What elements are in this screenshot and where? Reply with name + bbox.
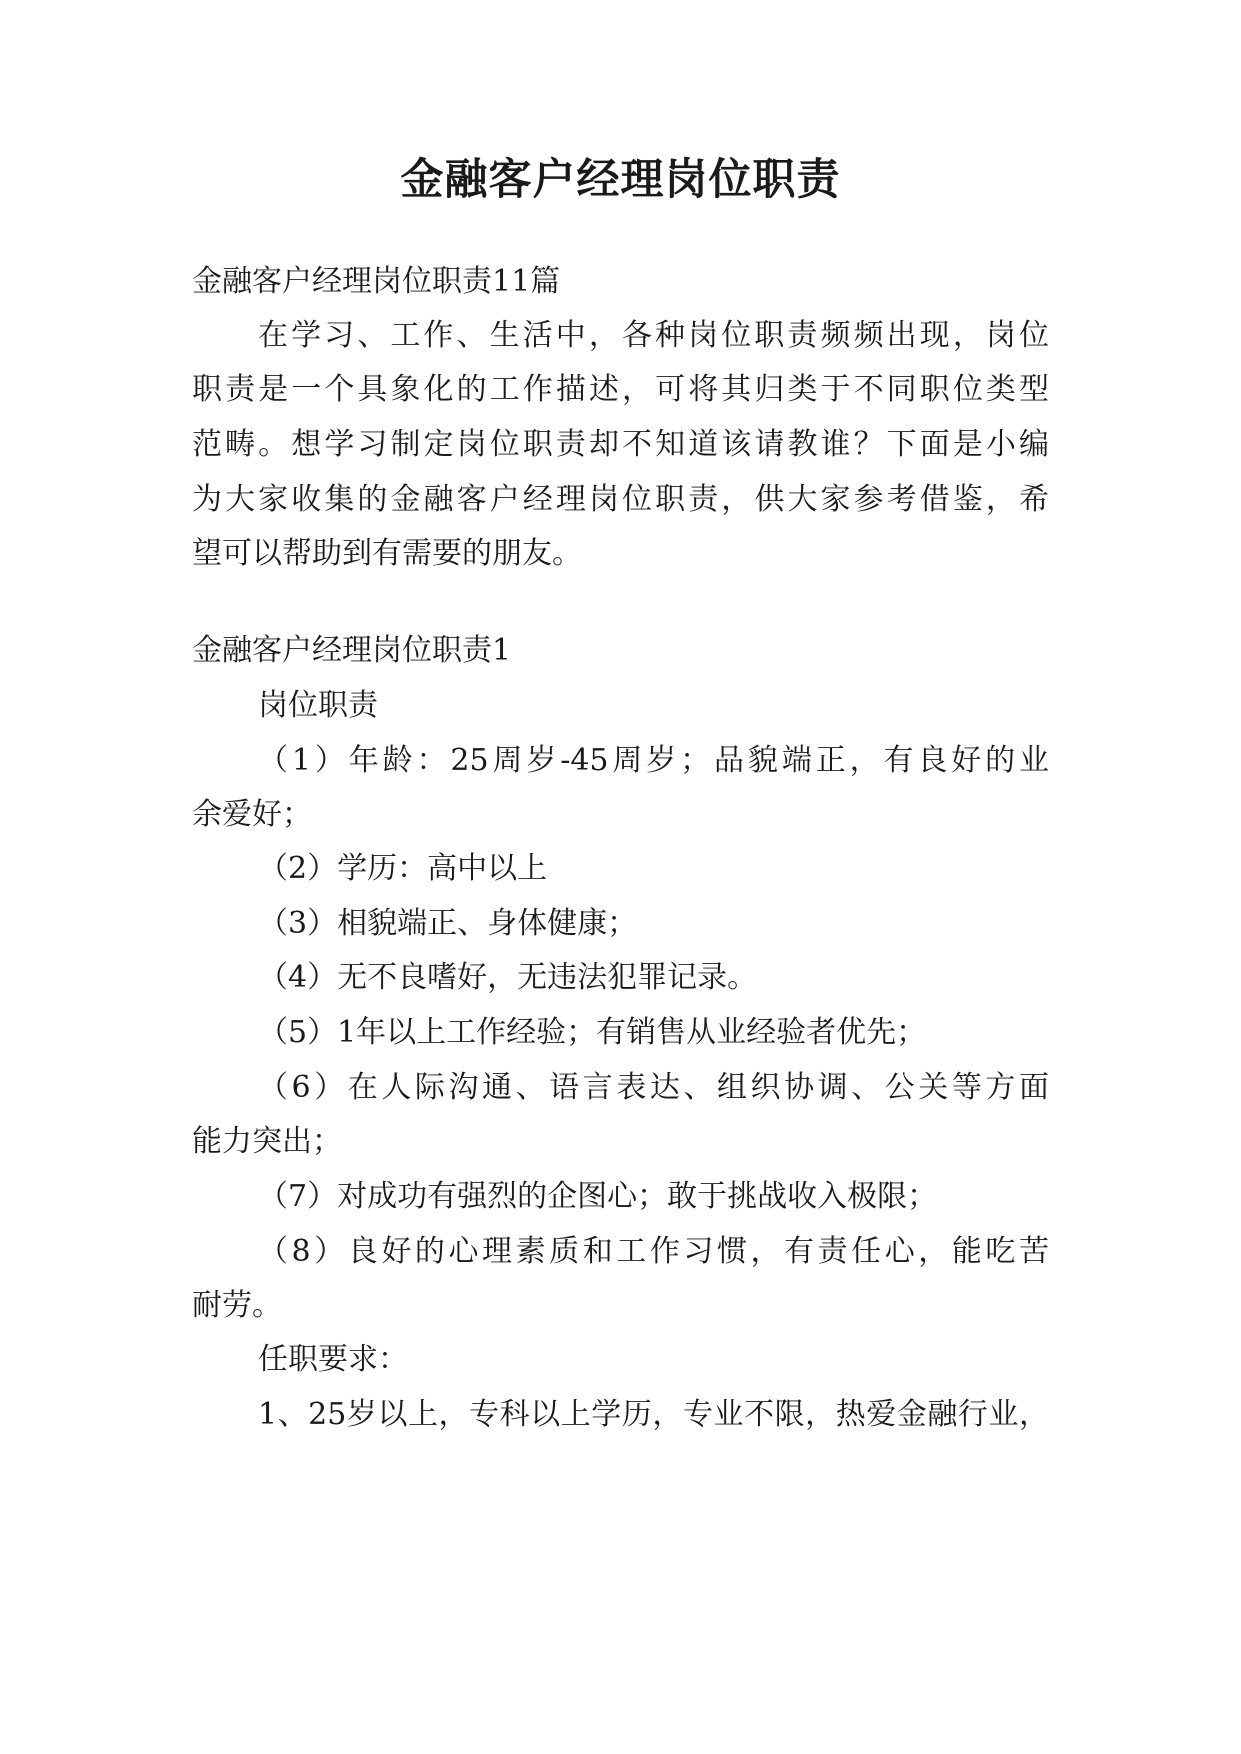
duty-line: （5）1年以上工作经验；有销售从业经验者优先；	[258, 1015, 927, 1050]
duty-line: （2）学历：高中以上	[258, 851, 548, 886]
duty-line: （3）相貌端正、身体健康；	[258, 906, 638, 941]
requirement-line: 1、25岁以上，专科以上学历，专业不限，热爱金融行业，	[258, 1397, 1049, 1432]
duty-line: 能力突出；	[192, 1124, 342, 1159]
duty-line: （4）无不良嗜好，无违法犯罪记录。	[258, 960, 758, 995]
intro-line: 为大家收集的金融客户经理岗位职责，供大家参考借鉴，希	[192, 482, 1049, 517]
document-title: 金融客户经理岗位职责	[400, 155, 841, 205]
duty-line: （8）良好的心理素质和工作习惯，有责任心，能吃苦	[258, 1234, 1049, 1269]
intro-line: 范畴。想学习制定岗位职责却不知道该请教谁？下面是小编	[192, 427, 1049, 462]
duty-line: 余爱好；	[192, 797, 312, 832]
intro-line: 望可以帮助到有需要的朋友。	[192, 536, 582, 571]
intro-line: 职责是一个具象化的工作描述，可将其归类于不同职位类型	[192, 372, 1049, 407]
duty-line: （7）对成功有强烈的企图心；敢于挑战收入极限；	[258, 1179, 938, 1214]
duty-line: （6）在人际沟通、语言表达、组织协调、公关等方面	[258, 1070, 1049, 1105]
duty-line: 耐劳。	[192, 1288, 282, 1323]
section-heading: 金融客户经理岗位职责1	[192, 633, 512, 668]
intro-line: 在学习、工作、生活中，各种岗位职责频频出现，岗位	[258, 318, 1049, 353]
subtitle: 金融客户经理岗位职责11篇	[192, 264, 561, 299]
duty-line: （1）年龄：25周岁-45周岁；品貌端正，有良好的业	[258, 743, 1049, 778]
requirements-heading: 任职要求：	[258, 1342, 408, 1377]
duties-heading: 岗位职责	[258, 688, 378, 723]
